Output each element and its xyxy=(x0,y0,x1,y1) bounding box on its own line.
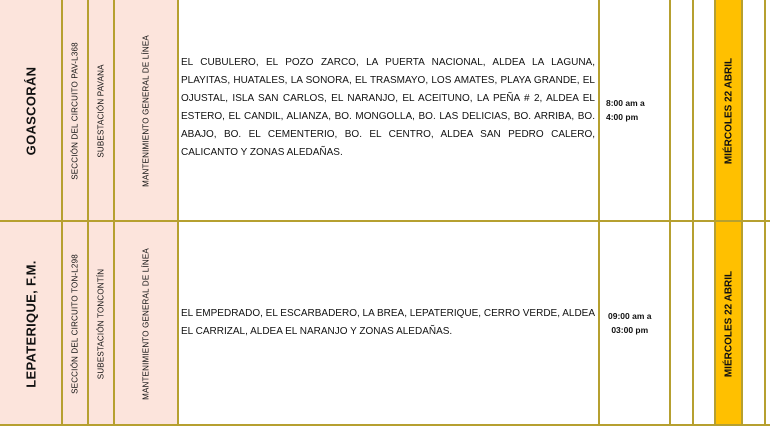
substation-cell xyxy=(88,221,114,426)
grid-line xyxy=(692,0,694,426)
time-start: 8:00 am a xyxy=(606,98,645,108)
substation-name: SUBESTACIÓN PAVANA xyxy=(96,63,106,158)
date-cell xyxy=(716,0,742,221)
time-range xyxy=(608,309,651,337)
work-cell xyxy=(114,221,178,426)
affected-areas: EL CUBULERO, EL POZO ZARCO, LA PUERTA NACIONAL, ALDEA LA LAGUNA, PLAYITAS, HUATALES, LA SONORA, EL TRASMAYO, LOS AMATES, PLAYA GRANDE, EL OJUSTAL, ISLA SAN CARLOS, EL NARANJO, EL ACEITUNO, LA PEÑA # 2, ALDEA EL ESTERO, EL CANDIL, ALIANZA, BO. MONGOLLA, BO. LAS DELICIAS, BO. ARRIBA, BO. ABAJO, BO. EL CEMENTERIO, BO. EL CENTRO, ALDEA SAN PEDRO CALERO, CALICANTO Y ZONAS ALEDAÑAS. xyxy=(181,57,595,158)
grid-line xyxy=(714,0,716,426)
municipality-name: LEPATERIQUE, F.M. xyxy=(23,259,39,388)
work-type: MANTENIMIENTO GENERAL DE LÍNEA xyxy=(141,247,151,400)
grid-line xyxy=(61,0,63,426)
grid-line xyxy=(87,0,89,426)
work-cell xyxy=(114,0,178,221)
circuit-cell xyxy=(62,0,88,221)
grid-line xyxy=(113,0,115,426)
date-label: MIÉRCOLES 22 ABRIL xyxy=(723,57,735,164)
circuit-section: SECCIÓN DEL CIRCUITO TON-L298 xyxy=(70,253,80,394)
municipality-name: GOASCORÁN xyxy=(23,66,39,155)
substation-name: SUBESTACIÓN TONCONTÍN xyxy=(96,268,106,379)
grid-line xyxy=(0,220,770,222)
circuit-cell xyxy=(62,221,88,426)
municipality-cell xyxy=(0,0,62,221)
grid-line xyxy=(741,0,743,426)
affected-areas: EL EMPEDRADO, EL ESCARBADERO, LA BREA, LEPATERIQUE, CERRO VERDE, ALDEA EL CARRIZAL, ALDEA EL NARANJO Y ZONAS ALEDAÑAS. xyxy=(181,308,596,337)
work-type: MANTENIMIENTO GENERAL DE LÍNEA xyxy=(141,34,151,187)
grid-line xyxy=(669,0,671,426)
circuit-section: SECCIÓN DEL CIRCUITO PAV-L368 xyxy=(70,41,80,180)
municipality-cell xyxy=(0,221,62,426)
date-label: MIÉRCOLES 22 ABRIL xyxy=(723,270,735,377)
grid-line xyxy=(177,0,179,426)
time-start: 09:00 am a xyxy=(608,311,652,321)
grid-line xyxy=(598,0,600,426)
time-end: 4:00 pm xyxy=(606,112,639,122)
substation-cell xyxy=(88,0,114,221)
grid-line xyxy=(764,0,766,426)
date-cell xyxy=(716,221,742,426)
table-row xyxy=(0,221,770,426)
time-range xyxy=(606,96,645,124)
time-end: 03:00 pm xyxy=(611,325,649,335)
